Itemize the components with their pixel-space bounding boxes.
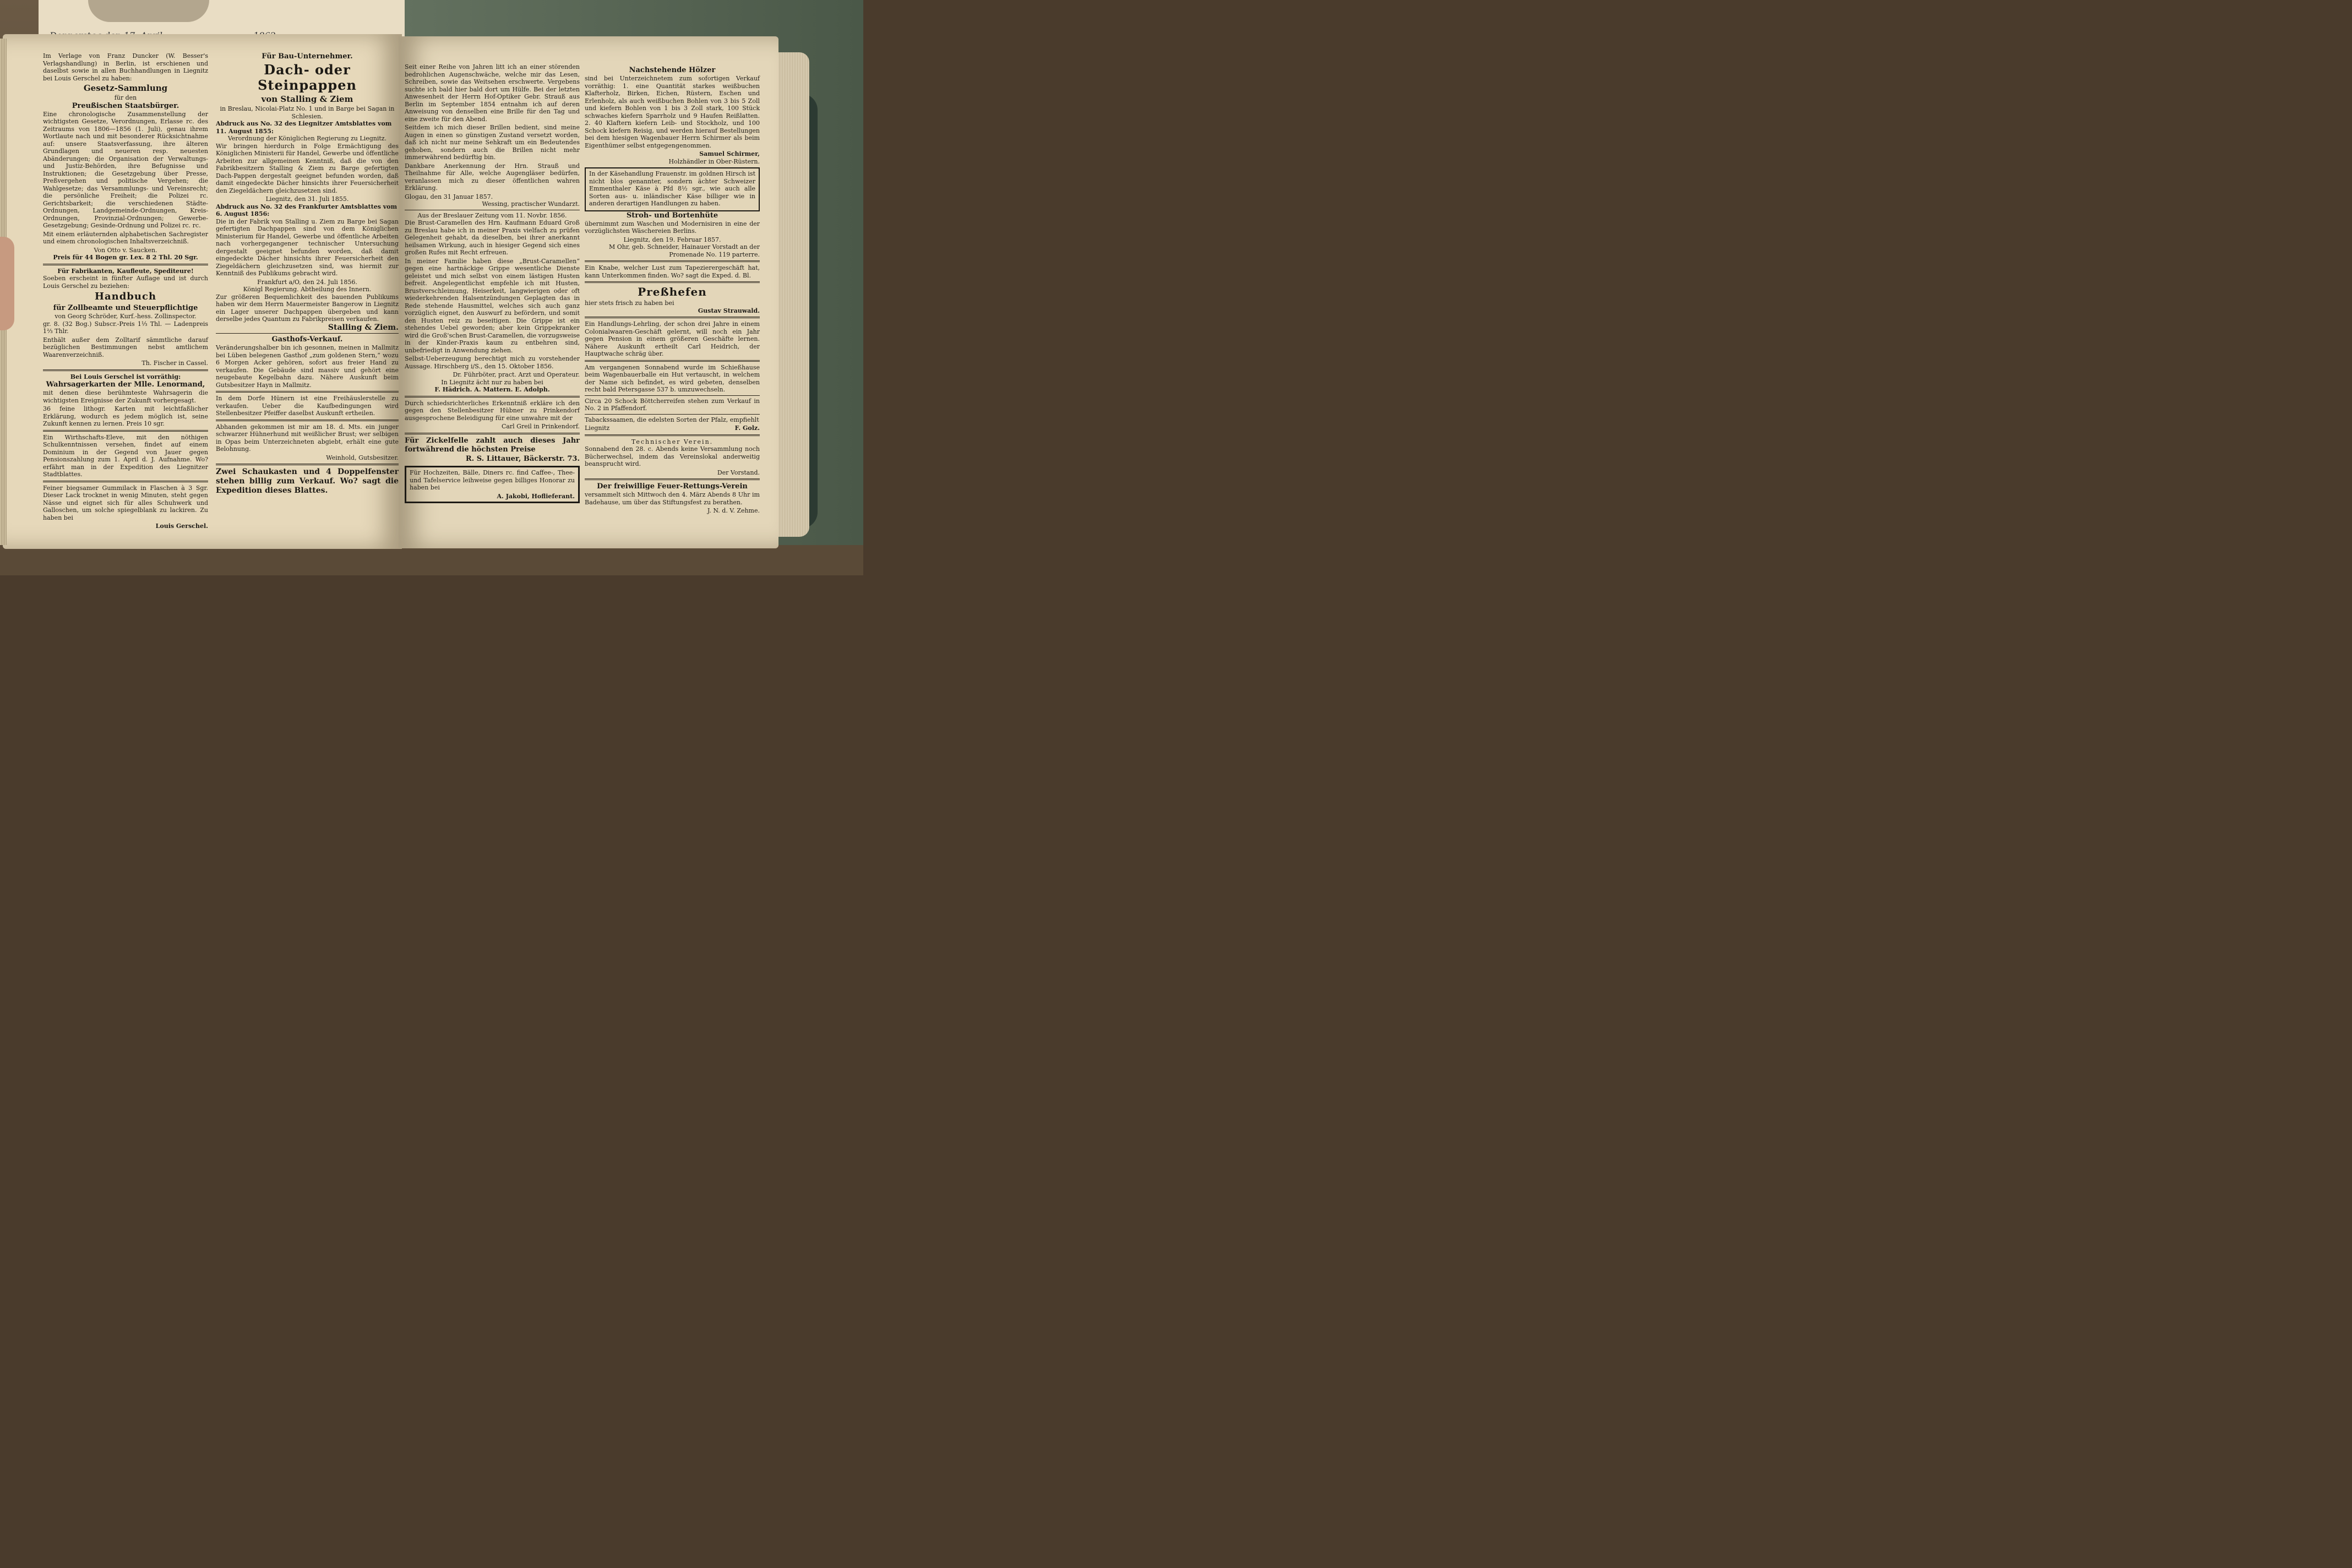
ad-line: Verordnung der Königlichen Regierung zu Liegnitz. <box>227 135 387 142</box>
ad-signature: Gustav Strauwald. <box>698 307 760 314</box>
ad-box <box>585 167 760 211</box>
ad-title: Stroh- und Bortenhüte <box>626 211 718 220</box>
ad-body: Soeben erscheint in fünfter Auflage und ist durch Louis Gerschel zu beziehen: <box>43 275 208 290</box>
ad-title: Nachstehende Hölzer <box>629 66 716 74</box>
ad-signature: Louis Gerschel. <box>155 522 208 530</box>
ad-body: In meiner Familie haben diese „Brust-Caramellen“ gegen eine hartnäckige Grippe wesentliche Dienste geleistet und mich selbst von einem lästigen Husten befreit. Angelegentlichst empfehle ich mit Husten, Brustverschleimung, Heiserkeit, langwierigen oder oft wiederkehrenden Halsentzündungen Geplagten das in Rede stehende Hausmittel, welches sich auch ganz vorzüglich eignet, den Auswurf zu befördern, und somit den Husten reiz zu beseitigen. Die Grippe ist ein stehendes Uebel geworden; aber kein Grippekranker wird die Groß'schen Brust-Caramellen, die vorzugsweise in der Kinder-Praxis kaum zu entbehren sind, unbefriedigt in Anwendung ziehen. <box>405 257 580 354</box>
ad-body: Die Brust-Caramellen des Hrn. Kaufmann Eduard Groß zu Breslau habe ich in meiner Praxis vielfach zu prüfen Gelegenheit gehabt, da dieselben, bei ihrer anerkannt heilsamen Wirkung, auch in hiesiger Gegend sich eines großen Rufes mit Recht erfreuen. <box>405 219 580 256</box>
ad-price: gr. 8. (32 Bog.) Subscr.-Preis 1⅓ Thl. — Ladenpreis 1⅔ Thlr. <box>43 320 208 335</box>
column-4 <box>585 66 760 515</box>
ad-body: 36 feine lithogr. Karten mit leichtfaßlicher Erklärung, wodurch es jedem möglich ist, seine Zukunft kennen zu lernen. Preis 10 sgr. <box>43 405 208 427</box>
ad-signature: Stalling & Ziem. <box>328 323 399 332</box>
ad-body: Sonnabend den 28. c. Abends keine Versammlung noch Bücherwechsel, indem das Vereinslokal anderweitig beansprucht wird. <box>585 445 760 467</box>
ad-title: Gesetz-Sammlung <box>83 83 168 93</box>
ad-title: Wahrsagerkarten der Mlle. Lenormand, <box>46 380 205 389</box>
ad-body: Seitdem ich mich dieser Brillen bedient, sind meine Augen in einen so günstigen Zustand versetzt worden, daß ich nicht nur meine Sehkraft um ein Bedeutendes gehoben, sondern auch die Brillen nicht mehr immerwährend bedürftig bin. <box>405 124 580 161</box>
ad-body: übernimmt zum Waschen und Modernisiren in eine der vorzüglichsten Wäschereien Berlins. <box>585 220 760 235</box>
column-2 <box>216 52 399 497</box>
ad-title: Handbuch <box>94 291 157 302</box>
ad-sellers: F. Hädrich. A. Mattern. E. Adolph. <box>434 386 550 393</box>
ad-body: Am vergangenen Sonnabend wurde im Schießhause beim Wagenbauerballe ein Hut vertauscht, in welchem der Name sich befindet, es wird gebeten, denselben recht bald Petersgasse 537 b. umzuwechseln. <box>585 363 760 393</box>
ad-title: Technischer Verein. <box>631 438 714 445</box>
ad-signature: Carl Greil in Prinkendorf. <box>501 423 580 430</box>
ad-signature: A. Jakobi, Hoflieferant. <box>497 492 575 500</box>
ad-title: Gasthofs-Verkauf. <box>271 335 343 344</box>
ad-body: Die in der Fabrik von Stalling u. Ziem zu Barge bei Sagan gefertigten Dachpappen sind von dem Königlichen Ministerium für Handel, Gewerbe und öffentliche Arbeiten nach vorhergegangener technischer Untersuchung dergestalt geeignet befunden worden, daß damit eingedeckte Dächer hinsichts ihrer Feuersicherheit den Ziegeldächern gleichzusetzen sind, was hiermit zur Kenntniß des Publikums gebracht wird. <box>216 217 399 277</box>
ad-body: Zwei Schaukasten und 4 Doppelfenster stehen billig zum Verkauf. Wo? sagt die Expedition dieses Blattes. <box>216 467 399 495</box>
ad-subtitle: für Zollbeamte und Steuerpflichtige <box>53 304 198 312</box>
ad-title: Preßhefen <box>638 285 707 298</box>
ad-place <box>585 424 760 432</box>
ad-date: Glogau, den 31 Januar 1857. <box>405 193 493 200</box>
ad-body: Wir bringen hierdurch in Folge Ermächtigung des Königlichen Ministerii für Handel, Gewerbe und öffentliche Arbeiten zur allgemeinen Kenntniß, daß die von den Fabrikbesitzern Stalling & Ziem zu Barge gefertigten Dach-Pappen dergestalt geeignet befunden worden, daß damit eingedeckte Dächer hinsichts ihrer Feuersicherheit den Ziegeldächern gleichzusetzen sind. <box>216 142 399 194</box>
ad-sellers-intro: In Liegnitz ächt nur zu haben bei <box>441 378 543 386</box>
column-3 <box>405 63 580 503</box>
ad-line: Königl Regierung. Abtheilung des Innern. <box>243 286 372 293</box>
ad-author: Von Otto v. Saucken. <box>94 246 157 254</box>
ad-body: hier stets frisch zu haben bei <box>585 300 674 307</box>
ad-body: sind bei Unterzeichnetem zum sofortigen Verkauf vorräthig: 1. eine Quantität starkes weißbuchen Klafterholz, Birken, Eichen, Rüstern, Eschen und Erlenholz, als auch weißbuchen Bohlen von 3 bis 5 Zoll und kiefern Bohlen von 1 bis 3 Zoll stark, 100 Stück schwaches kiefern Sparrholz und 9 Haufen Reißlatten. 2. 40 Klaftern kiefern Leib- und Stockholz, und 100 Schock kiefern Reisig, und werden hierauf Bestellungen bei dem hiesigen Wagenbauer Herrn Schirmer als beim Eigenthümer selbst entgegengenommen. <box>585 75 760 149</box>
ad-intro: Bei Louis Gerschel ist vorräthig: <box>70 373 181 380</box>
ad-headline: Dach- oder Steinpappen <box>258 62 357 93</box>
ad-date: Frankfurt a/O, den 24. Juli 1856. <box>257 278 357 286</box>
ad-intro: Im Verlage von Franz Duncker (W. Besser's Verlagshandlung) in Berlin, ist erschienen und daselbst sowie in allen Buchhandlungen in Liegnitz bei Louis Gerschel zu haben: <box>43 52 208 82</box>
ad-signature: Th. Fischer in Cassel. <box>141 360 208 367</box>
ad-signature: M Ohr, geb. Schneider, Hainauer Vorstadt an der Promenade No. 119 parterre. <box>609 243 760 258</box>
ad-signature: J. N. d. V. Zehme. <box>707 507 760 514</box>
ad-body: Tabackssaamen, die edelsten Sorten der Pfalz, empfiehlt <box>585 416 759 423</box>
ad-subtitle: Preußischen Staatsbürger. <box>72 101 179 110</box>
ad-place-name: Liegnitz <box>585 424 610 432</box>
ad-address: in Breslau, Nicolai-Platz No. 1 und in Barge bei Sagan in Schlesien. <box>220 105 395 120</box>
ad-subtitle: Abdruck aus No. 32 des Liegnitzer Amtsblattes vom 11. August 1855: <box>216 120 392 135</box>
ad-box <box>405 466 580 503</box>
ad-date: Liegnitz, den 31. Juli 1855. <box>265 195 349 203</box>
ad-body: Feiner biegsamer Gummilack in Flaschen à 3 Sgr. Dieser Lack trocknet in wenig Minuten, steht gegen Nässe und eignet sich für alles Schuhwerk und Galloschen, um solche spiegelblank zu lackiren. Zu haben bei <box>43 484 208 521</box>
ad-source: Aus der Breslauer Zeitung vom 11. Novbr. 1856. <box>417 211 567 219</box>
ad-title: Der freiwillige Feuer-Rettungs-Verein <box>597 482 748 491</box>
ad-body: Ein Handlungs-Lehrling, der schon drei Jahre in einem Colonialwaaren-Geschäft gelernt, will noch ein Jahr gegen Pension in einem größeren Geschäfte lernen. Nähere Auskunft ertheilt Carl Heidrich, der Hauptwache schräg über. <box>585 320 760 357</box>
ad-body: Seit einer Reihe von Jahren litt ich an einer störenden bedrohlichen Augenschwäche, welche mir das Lesen, Schreiben, sowie das Weitsehen erschwerte. Vergebens suchte ich bald hier bald dort um Hülfe. Bei der letzten Anwesenheit der Herrn Hof-Optiker Gebr. Strauß aus Berlin im September 1854 entnahm ich auf deren Anweisung von denselben eine Brille für den Tag und eine zweite für den Abend. <box>405 63 580 123</box>
ad-body: Circa 20 Schock Böttcherreifen stehen zum Verkauf in No. 2 in Pfaffendorf. <box>585 397 760 412</box>
ad-body: versammelt sich Mittwoch den 4. März Abends 8 Uhr im Badehause, um über das Stiftungsfest zu berathen. <box>585 491 760 506</box>
masthead-ornament <box>88 0 209 22</box>
ad-body: Dankbare Anerkennung der Hrn. Strauß und Theilnahme für Alle, welche Augengläser bedürfen, veranlassen mich zu dieser öffentlichen wahren Erklärung. <box>405 162 580 192</box>
ad-signature: Holzhändler in Ober-Rüstern. <box>668 157 760 165</box>
ad-body: Für Hochzeiten, Bälle, Diners rc. find Caffee-, Thee- und Tafelservice leihweise gegen billiges Honorar zu haben bei <box>410 469 575 491</box>
ad-date: Liegnitz, den 19. Februar 1857. <box>623 236 721 243</box>
lower-book-edge <box>0 545 863 575</box>
ad-signature: Wessing, practischer Wundarzt. <box>482 200 580 208</box>
ad-body: Mit einem erläuternden alphabetischen Sachregister und einem chronologischen Inhaltsverzeichniß. <box>43 230 208 245</box>
ad-signature: Der Vorstand. <box>717 469 760 476</box>
ad-body: Zur größeren Bequemlichkeit des bauenden Publikums haben wir dem Herrn Mauermeister Bangerow in Liegnitz ein Lager unserer Dachpappen übergeben und kann derselbe jedes Quantum zu Fabrikpreisen verkaufen. <box>216 293 399 323</box>
ad-body: Abhanden gekommen ist mir am 18. d. Mts. ein junger schwarzer Hühnerhund mit weißlicher Brust; wer selbigen in Opas beim Unterzeichneten abgiebt, erhält eine gute Belohnung. <box>216 423 399 453</box>
ad-body: Veränderungshalber bin ich gesonnen, meinen in Mallmitz bei Lüben belegenen Gasthof „zum goldenen Stern,“ wozu 6 Morgen Acker gehören, sofort aus freier Hand zu verkaufen. Die Gebäude sind massiv und gehört eine neugebaute Kegelbahn dazu. Nähere Auskunft beim Gutsbesitzer Hayn in Mallmitz. <box>216 344 399 389</box>
ad-line: für den <box>114 94 137 101</box>
ad-body: Eine chronologische Zusammenstellung der wichtigsten Gesetze, Verordnungen, Erlasse rc. des Zeitraums von 1806—1856 (1. Juli), genau ihrem Wortlaute nach und mit besonderer Rücksichtnahme auf: unsere Staatsverfassung, ihre älteren Grundlagen und neueren resp. neuesten Abänderungen; die Organisation der Verwaltungs- und Justiz-Behörden, ihre Befugnisse und Instruktionen; die Gesetzgebung über Presse, Preßvergehen und politische Vergehen; die Wahlgesetze; das Versammlungs- und Vereinsrecht; die persönliche Freiheit; die Polizei rc. Gerichtsbarkeit; die verschiedenen Städte-Ordnungen, Landgemeinde-Ordnungen, Kreis-Ordnungen, Provinzial-Ordnungen; Gewerbe-Gesetzgebung; Gesinde-Ordnung und Polizei rc. rc. <box>43 110 208 229</box>
ad-body: Für Zickelfelle zahlt auch dieses Jahr fortwährend die höchsten Preise <box>405 436 580 454</box>
ad-signature: R. S. Littauer, Bäckerstr. 73. <box>465 454 580 463</box>
ad-body: Ein Knabe, welcher Lust zum Tapezierergeschäft hat, kann Unterkommen finden. Wo? sagt die Exped. d. Bl. <box>585 264 760 279</box>
ad-company: von Stalling & Ziem <box>261 94 353 104</box>
ad-body: In dem Dorfe Hünern ist eine Freihäuslerstelle zu verkaufen. Ueber die Kaufbedingungen wird Stellenbesitzer Pfeiffer daselbst Auskunft ertheilen. <box>216 395 399 417</box>
ad-author: von Georg Schröder, Kurf.-hess. Zollinspector. <box>55 313 197 320</box>
hand-holding-book <box>0 237 14 330</box>
ad-body: In der Käsehandlung Frauenstr. im goldnen Hirsch ist nicht blos genannter, sondern ächter Schweizer Emmenthaler Käse à Pfd 8½ sgr., wie auch alle Sorten aus- u. inländischer Käse billiger wie in anderen derartigen Handlungen zu haben. <box>589 170 755 207</box>
ad-signature: F. Golz. <box>734 424 760 432</box>
ad-price: Preis für 44 Bogen gr. Lex. 8 2 Thl. 20 Sgr. <box>53 254 198 261</box>
ad-body: Enthält außer dem Zolltarif sämmtliche darauf bezüglichen Bestimmungen nebst amtlichem Waarenverzeichniß. <box>43 336 208 358</box>
column-1 <box>43 52 208 530</box>
ad-body: Selbst-Ueberzeugung berechtigt mich zu vorstehender Aussage. Hirschberg i/S., den 15. Oktober 1856. <box>405 355 580 370</box>
ad-body: mit denen diese berühmteste Wahrsagerin die wichtigsten Ereignisse der Zukunft vorhergesagt. <box>43 389 208 404</box>
ad-signature: Samuel Schirmer, <box>699 150 760 157</box>
ad-signature: Dr. Führböter, pract. Arzt und Operateur. <box>453 371 580 378</box>
ad-title: Für Bau-Unternehmer. <box>262 52 353 61</box>
ad-title: Für Fabrikanten, Kaufleute, Spediteure! <box>57 267 194 275</box>
ad-signature: Weinhold, Gutsbesitzer. <box>326 454 399 461</box>
ad-subtitle: Abdruck aus No. 32 des Frankfurter Amtsblattes vom 6. August 1856: <box>216 203 398 217</box>
ad-body: Durch schiedsrichterliches Erkenntniß erkläre ich den gegen den Stellenbesitzer Hübner zu Prinkendorf ausgesprochene Beleidigung für eine unwahre mit der <box>405 399 580 422</box>
ad-body: Ein Wirthschafts-Eleve, mit den nöthigen Schulkenntnissen versehen, findet auf einem Dominium in der Gegend von Jauer gegen Pensionszahlung zum 1. April d. J. Aufnahme. Wo? erfährt man in der Expedition des Liegnitzer Stadtblattes. <box>43 433 208 478</box>
